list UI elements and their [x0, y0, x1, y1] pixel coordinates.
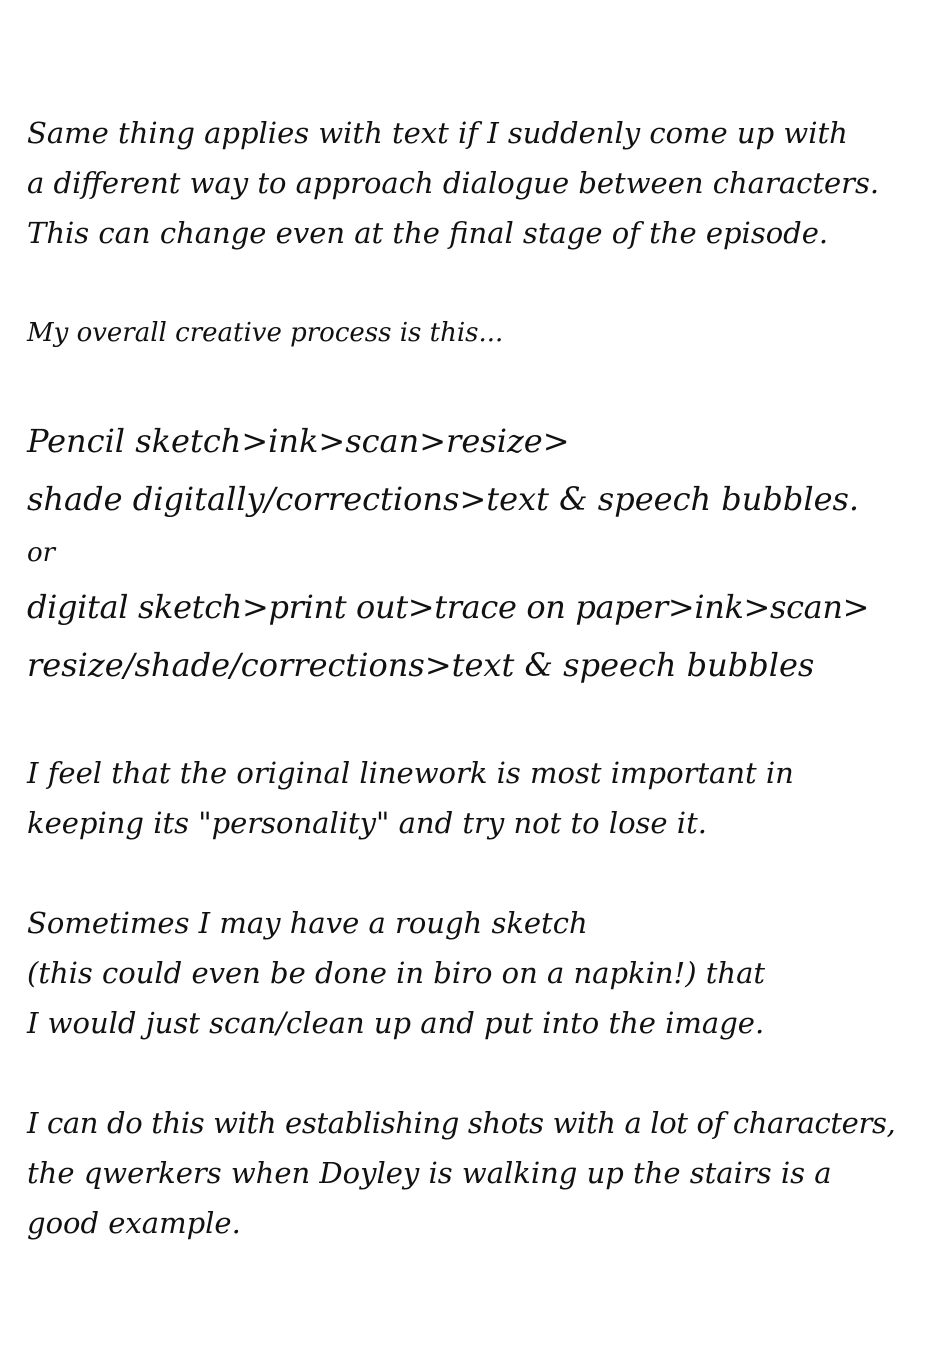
- text-line: My overall creative process is this...: [27, 318, 504, 348]
- text-line: keeping its "personality" and try not to lose it.: [27, 806, 707, 840]
- text-line: This can change even at the final stage of the episode.: [27, 216, 829, 250]
- text-line: (this could even be done in biro on a napkin!) that: [27, 956, 766, 990]
- handwritten-text: [27, 108, 933, 1248]
- paragraph-gap: [27, 258, 933, 308]
- text-line: Same thing applies with text if I suddenly come up with: [27, 116, 848, 150]
- text-line: Pencil sketch>ink>scan>resize>: [27, 422, 570, 460]
- paragraph-rough-sketch: [27, 898, 933, 1048]
- paragraph-process-intro: [27, 308, 933, 358]
- paragraph-text-changes: [27, 108, 933, 258]
- paragraph-gap: [27, 848, 933, 898]
- text-line: I can do this with establishing shots with a lot of characters,: [27, 1106, 896, 1140]
- paragraph-gap: [27, 358, 933, 412]
- paragraph-establishing-shots: [27, 1098, 933, 1248]
- text-line: resize/shade/corrections>text & speech bubbles: [27, 646, 815, 684]
- text-line: shade digitally/corrections>text & speech bubbles.: [27, 480, 860, 518]
- paragraph-gap: [27, 694, 933, 748]
- paragraph-linework: [27, 748, 933, 848]
- text-line: digital sketch>print out>trace on paper>ink>scan>: [27, 588, 870, 626]
- text-line: good example.: [27, 1206, 241, 1240]
- paragraph-process-steps: [27, 412, 933, 694]
- text-line: Sometimes I may have a rough sketch: [27, 906, 588, 940]
- text-line: I would just scan/clean up and put into the image.: [27, 1006, 765, 1040]
- text-line: I feel that the original linework is most important in: [27, 756, 794, 790]
- paragraph-gap: [27, 1048, 933, 1098]
- text-line: a different way to approach dialogue between characters.: [27, 166, 880, 200]
- text-line: or: [27, 538, 56, 568]
- text-line: the qwerkers when Doyley is walking up the stairs is a: [27, 1156, 832, 1190]
